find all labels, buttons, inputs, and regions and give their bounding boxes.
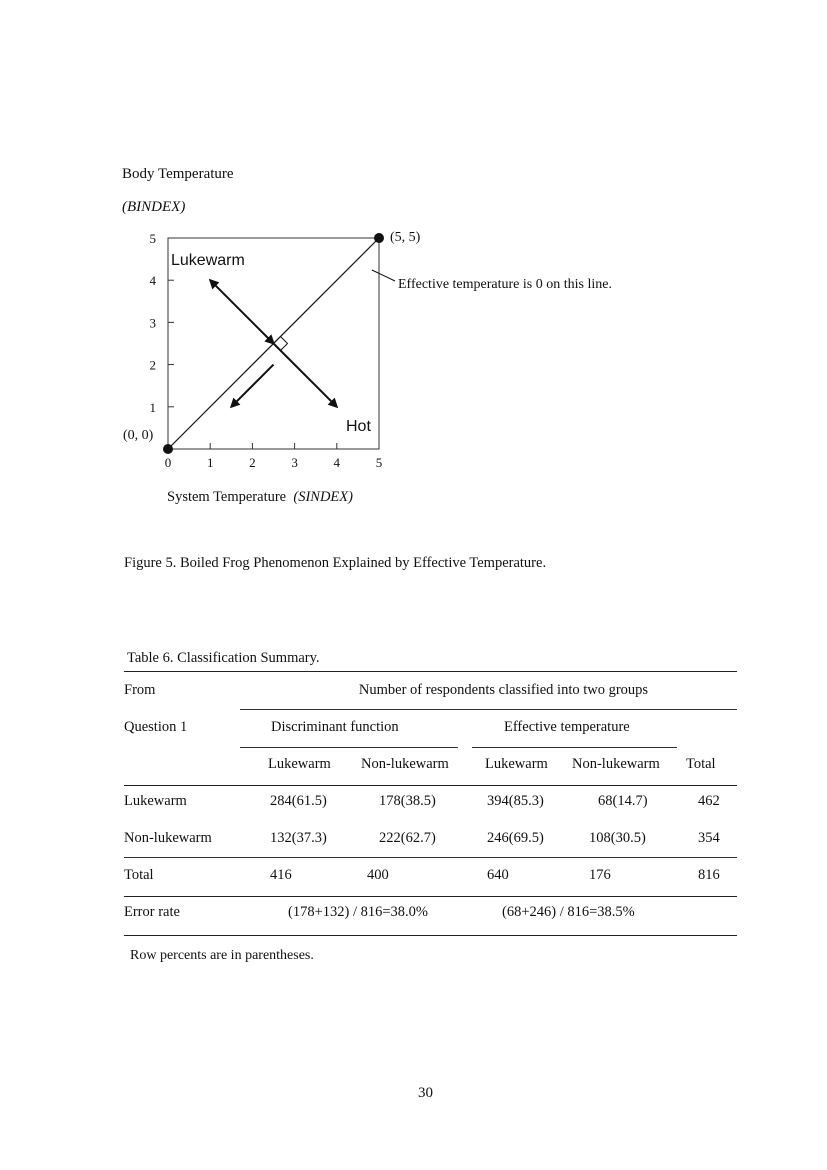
col-header: Non-lukewarm bbox=[572, 756, 660, 772]
table-title: Table 6. Classification Summary. bbox=[127, 650, 320, 666]
zero-line-annotation: Effective temperature is 0 on this line. bbox=[398, 277, 612, 292]
table-row bbox=[124, 783, 737, 820]
y-tick-label: 3 bbox=[149, 315, 156, 331]
y-tick-label: 5 bbox=[149, 231, 156, 246]
x-tick-label: 2 bbox=[249, 455, 256, 470]
x-tick-label: 3 bbox=[291, 455, 298, 470]
x-axis-title-text: System Temperature bbox=[167, 489, 287, 505]
table-cell: 68(14.7) bbox=[598, 793, 648, 809]
classification-table bbox=[124, 672, 737, 931]
row-label: Non-lukewarm bbox=[124, 830, 212, 846]
table-cell: 108(30.5) bbox=[589, 830, 646, 846]
x-tick-label: 5 bbox=[375, 455, 383, 470]
from-label: From bbox=[124, 682, 156, 698]
y-axis-variable: (BINDEX) bbox=[122, 199, 186, 215]
annotation-leader bbox=[372, 270, 395, 281]
x-tick-label: 0 bbox=[164, 455, 172, 470]
table-header-row-2 bbox=[124, 709, 737, 746]
corner-label: (5, 5) bbox=[390, 230, 421, 245]
table-column-header-row bbox=[124, 746, 737, 783]
y-axis-title: Body Temperature bbox=[122, 166, 234, 182]
right-angle-marker bbox=[281, 337, 288, 351]
col-header: Total bbox=[686, 756, 716, 772]
hot-arrow bbox=[274, 344, 337, 407]
col-header: Lukewarm bbox=[268, 756, 331, 772]
group-header: Number of respondents classified into two groups bbox=[358, 682, 649, 698]
row-label: Total bbox=[124, 867, 154, 883]
page-number: 30 bbox=[418, 1085, 433, 1101]
x-axis-title bbox=[167, 489, 353, 506]
col-header: Non-lukewarm bbox=[361, 756, 449, 772]
error-rate-label: Error rate bbox=[124, 904, 180, 920]
table-cell: 132(37.3) bbox=[270, 830, 327, 846]
lukewarm-arrow bbox=[210, 280, 273, 343]
table-cell: 462 bbox=[698, 793, 720, 809]
table-cell: 284(61.5) bbox=[270, 793, 327, 809]
table-bottom-rule bbox=[124, 935, 737, 936]
x-tick-label: 1 bbox=[206, 455, 214, 470]
table-cell: 354 bbox=[698, 830, 720, 846]
table-cell: 816 bbox=[698, 867, 720, 883]
method2-header: Effective temperature bbox=[504, 719, 630, 735]
x-tick-label: 4 bbox=[333, 455, 341, 470]
row-label: Lukewarm bbox=[124, 793, 187, 809]
origin-point bbox=[163, 444, 173, 454]
table-cell: 178(38.5) bbox=[379, 793, 436, 809]
error-rate-row bbox=[124, 894, 737, 931]
lukewarm-region-label: Lukewarm bbox=[171, 252, 245, 269]
table-row bbox=[124, 820, 737, 857]
y-tick-label: 1 bbox=[149, 399, 156, 415]
error-rate-method1: (178+132) / 816=38.0% bbox=[288, 904, 428, 920]
question-label: Question 1 bbox=[124, 719, 188, 735]
table-cell: 394(85.3) bbox=[487, 793, 544, 809]
error-rate-method2: (68+246) / 816=38.5% bbox=[502, 904, 635, 920]
origin-label: (0, 0) bbox=[123, 428, 154, 443]
table-cell: 222(62.7) bbox=[379, 830, 436, 846]
table-note: Row percents are in parentheses. bbox=[130, 948, 314, 963]
table-cell: 246(69.5) bbox=[487, 830, 544, 846]
y-tick-label: 2 bbox=[149, 357, 156, 373]
table-cell: 400 bbox=[367, 867, 389, 883]
table-header-row-1 bbox=[124, 672, 737, 709]
figure-caption: Figure 5. Boiled Frog Phenomenon Explained by Effective Temperature. bbox=[124, 555, 547, 571]
method1-header: Discriminant function bbox=[271, 719, 399, 735]
corner-point bbox=[374, 233, 384, 243]
y-tick-label: 4 bbox=[149, 273, 156, 289]
table-cell: 416 bbox=[270, 867, 292, 883]
table-cell: 640 bbox=[487, 867, 509, 883]
table-cell: 176 bbox=[589, 867, 611, 883]
decline-arrow bbox=[231, 365, 273, 407]
table-row bbox=[124, 857, 737, 894]
col-header: Lukewarm bbox=[485, 756, 548, 772]
hot-region-label: Hot bbox=[346, 418, 371, 435]
x-axis-variable: (SINDEX) bbox=[293, 489, 353, 505]
